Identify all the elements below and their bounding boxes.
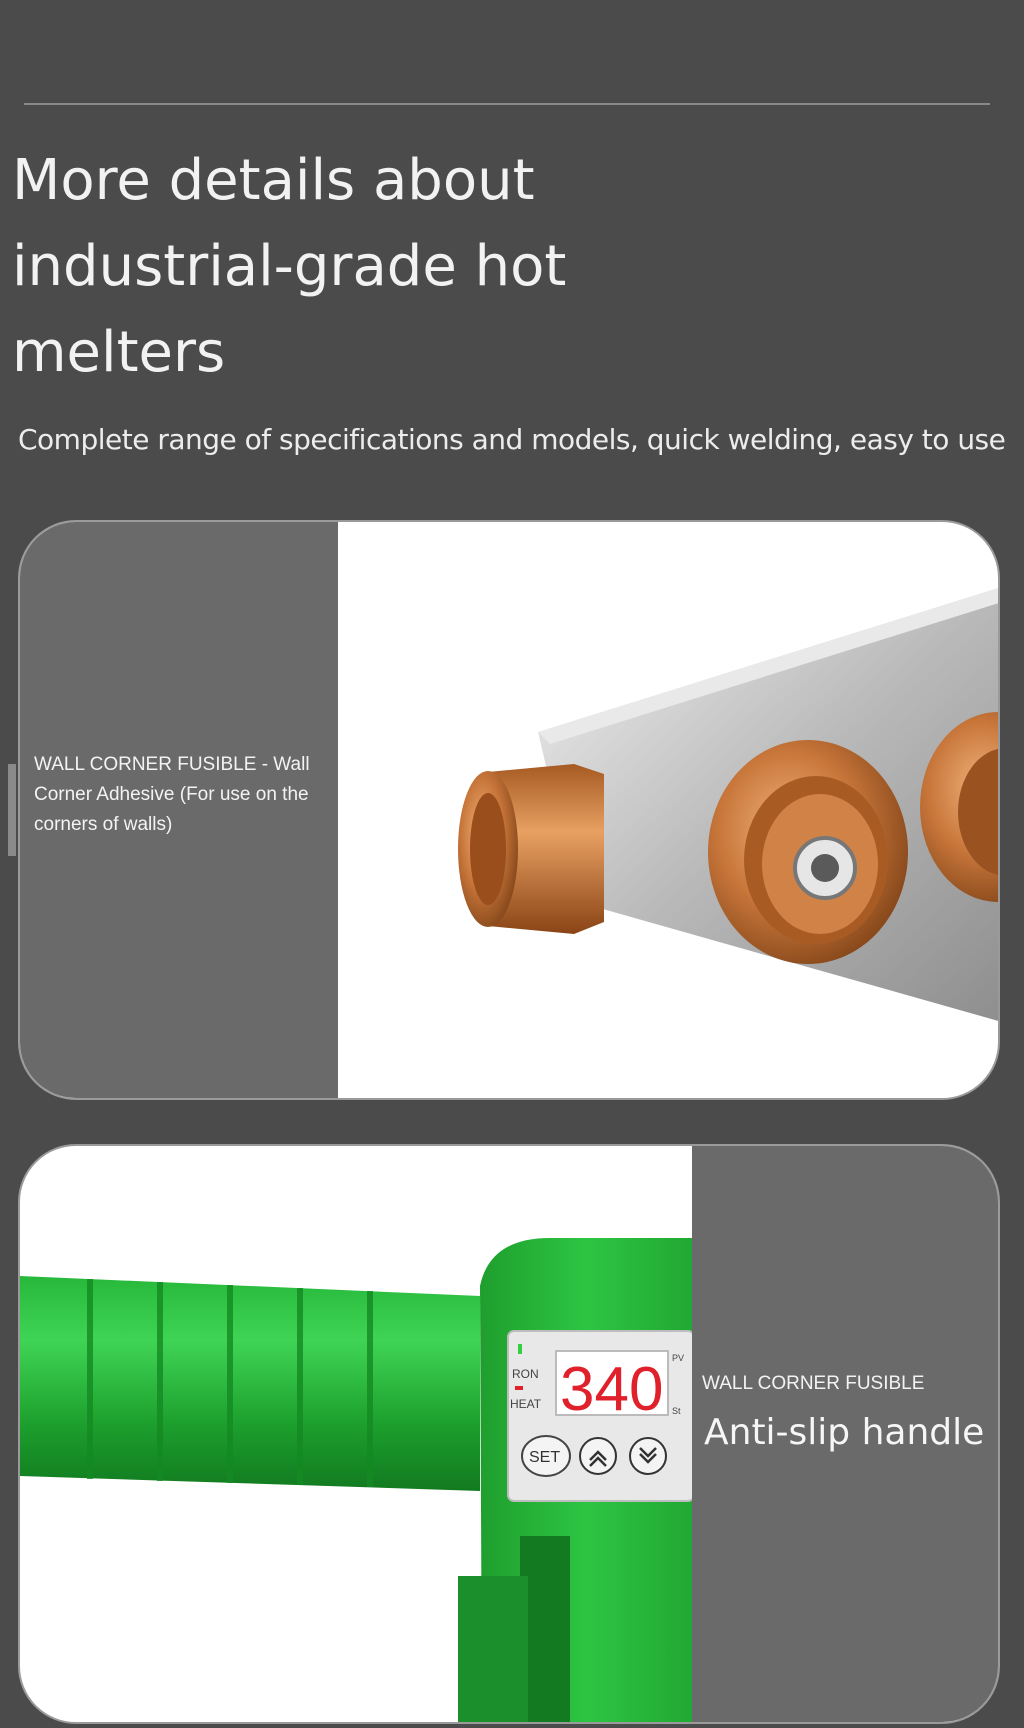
up-arrow-button[interactable] <box>580 1438 616 1474</box>
heat-label: HEAT <box>510 1397 542 1411</box>
handle-caption-small: WALL CORNER FUSIBLE <box>702 1373 925 1394</box>
temperature-readout: 340 <box>560 1355 664 1424</box>
heating-die-caption: WALL CORNER FUSIBLE - Wall Corner Adhesive (For use on the corners of walls) <box>34 754 310 835</box>
handle-image <box>20 1146 692 1724</box>
ron-label: RON <box>512 1367 539 1381</box>
page-title: More details about industrial-grade hot melters <box>12 148 567 385</box>
handle-card <box>18 1144 1000 1724</box>
accent-bar <box>8 764 16 856</box>
page-subtitle: Complete range of specifications and models, quick welding, easy to use <box>18 423 1006 456</box>
st-label: St <box>672 1406 681 1416</box>
heating-die-image <box>338 522 1000 1100</box>
heating-die-card <box>18 520 1000 1100</box>
set-button-label: SET <box>529 1449 561 1466</box>
handle-caption-large: Anti-slip handle <box>704 1412 985 1453</box>
top-divider <box>24 103 990 105</box>
pv-label: PV <box>672 1353 685 1363</box>
